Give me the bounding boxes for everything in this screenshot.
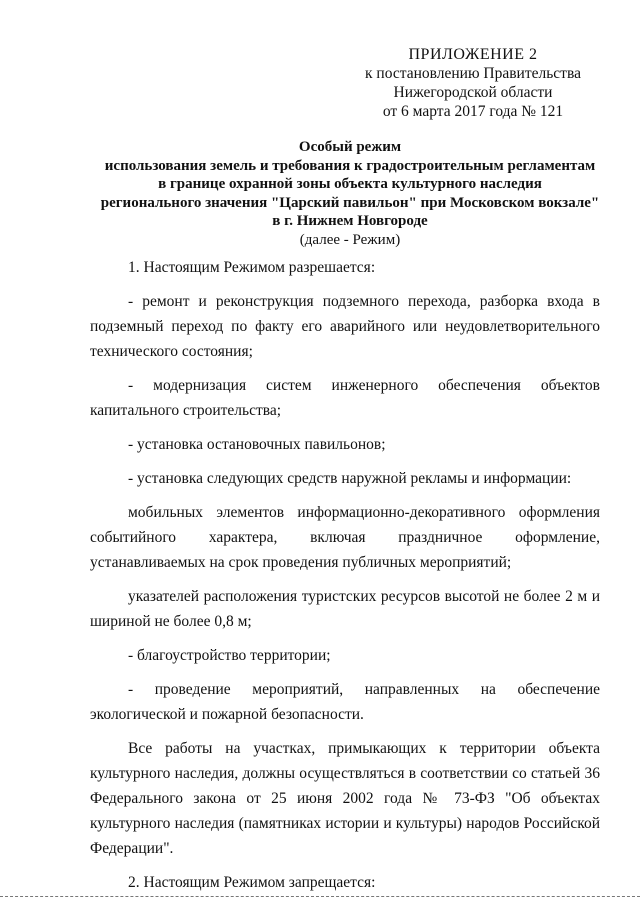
title-line-4: регионального значения "Царский павильон" при Московском вокзале" <box>100 194 600 211</box>
title-line-2: использования земель и требования к градостроительным регламентам <box>104 157 596 174</box>
appendix-number: ПРИЛОЖЕНИЕ 2 <box>408 46 538 63</box>
appendix-header <box>348 45 598 121</box>
paragraph-2: - ремонт и реконструкция подземного перехода, разборка входа в подземный переход по факту его аварийного или неудовлетворительного технического состояния; <box>90 293 600 360</box>
paragraph-8: - благоустройство территории; <box>128 647 331 664</box>
paragraph-11: 2. Настоящим Режимом запрещается: <box>128 874 376 891</box>
appendix-region: Нижегородской области <box>393 84 553 101</box>
appendix-date: от 6 марта 2017 года № 121 <box>382 103 564 120</box>
document-title <box>60 138 640 249</box>
paragraph-6: мобильных элементов информационно-декоративного оформления событийного характера, включая праздничное оформление, устанавливаемых на срок проведения публичных мероприятий; <box>90 504 600 571</box>
title-line-1: Особый режим <box>298 139 402 155</box>
paragraph-10: Все работы на участках, примыкающих к территории объекта культурного наследия, должны осуществляться в соответствии со статьей 36 Федерального закона от 25 июня 2002 года № 73-ФЗ "Об объектах культурного наследия (памятниках истории и культуры) народов Российской Федерации". <box>90 740 600 857</box>
title-line-5: в г. Нижнем Новгороде <box>272 213 428 229</box>
paragraph-5: - установка следующих средств наружной рекламы и информации: <box>128 470 572 487</box>
page-edge-divider <box>0 896 640 897</box>
document-body <box>90 255 600 904</box>
title-line-6: (далее - Режим) <box>299 231 401 248</box>
paragraph-9: - проведение мероприятий, направленных на обеспечение экологической и пожарной безопасности. <box>90 681 600 723</box>
appendix-reference: к постановлению Правительства <box>365 65 581 82</box>
paragraph-4: - установка остановочных павильонов; <box>128 436 386 453</box>
paragraph-1: 1. Настоящим Режимом разрешается: <box>128 259 376 276</box>
paragraph-3: - модернизация систем инженерного обеспечения объектов капитального строительства; <box>90 377 600 419</box>
title-line-3: в границе охранной зоны объекта культурного наследия <box>158 176 542 192</box>
paragraph-7: указателей расположения туристских ресурсов высотой не более 2 м и шириной не более 0,8 м; <box>90 588 600 630</box>
